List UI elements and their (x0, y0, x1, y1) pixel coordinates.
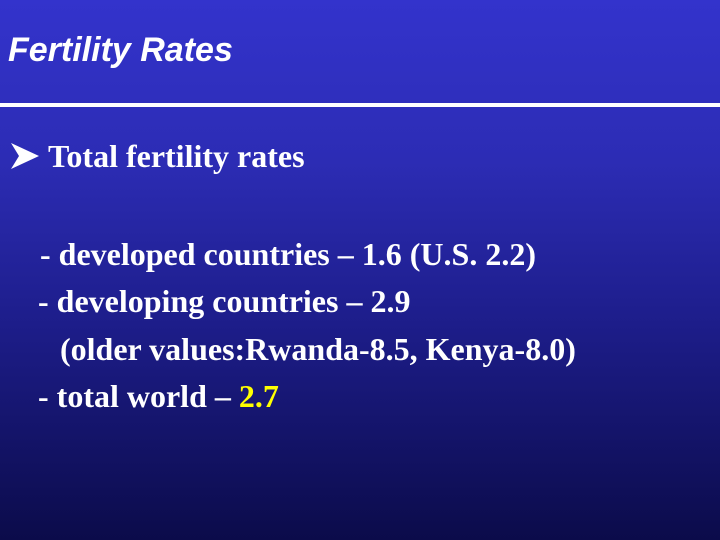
title-divider (0, 103, 720, 107)
older-values-line: (older values:Rwanda-8.5, Kenya-8.0) (60, 331, 576, 367)
total-world-line (38, 380, 279, 412)
total-world-label: - total world – (38, 378, 239, 414)
slide-title: Fertility Rates (8, 31, 233, 69)
bullet-item (8, 140, 305, 172)
bullet-text: Total fertility rates (48, 138, 305, 174)
developed-countries-line: - developed countries – 1.6 (U.S. 2.2) (40, 236, 536, 272)
developing-countries-line: - developing countries – 2.9 (38, 283, 411, 319)
arrow-bullet-icon (8, 141, 42, 171)
total-world-value: 2.7 (238, 378, 279, 414)
